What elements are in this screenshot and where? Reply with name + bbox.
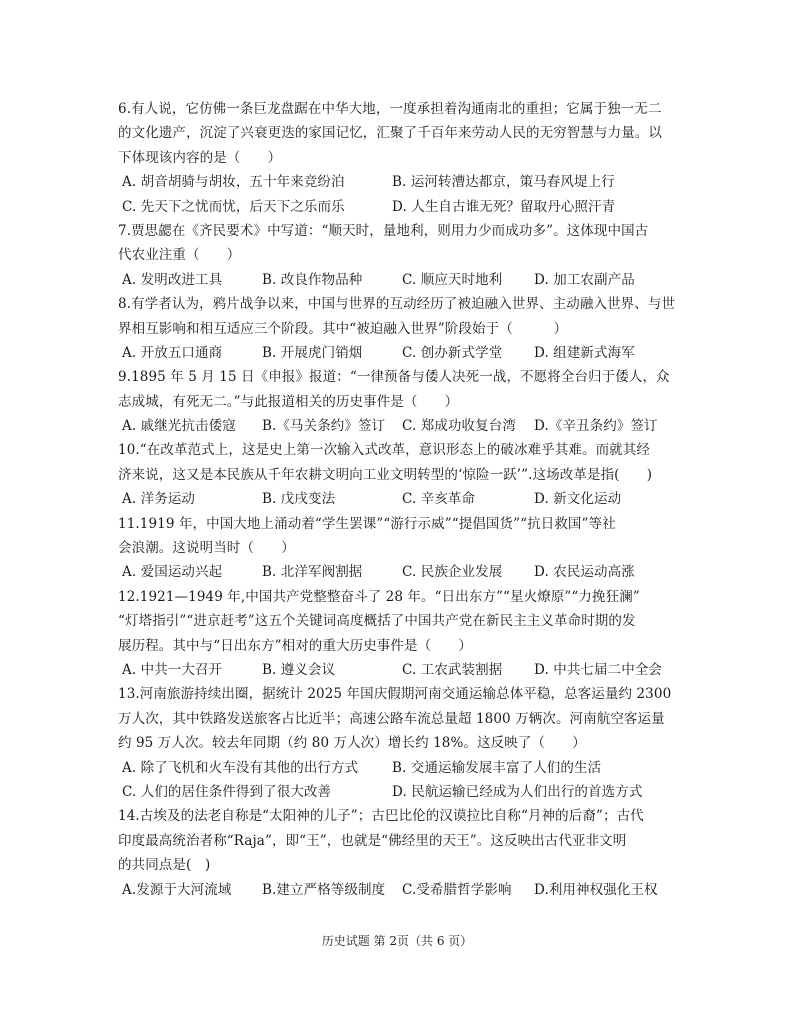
option-d[interactable]: D. 中共七届二中全会	[534, 661, 663, 678]
option-c[interactable]: C. 郑成功收复台湾	[402, 418, 516, 435]
option-c[interactable]: C. 工农武装割据	[402, 661, 503, 678]
question-stem-line: 10.“在改革范式上，这是史上第一次输入式改革，意识形态上的破冰难乎其难。而就其经	[118, 442, 650, 459]
option-b[interactable]: B. 开展虎门销烟	[262, 344, 363, 361]
options-row	[118, 658, 678, 682]
option-d[interactable]: D.《辛丑条约》签订	[534, 418, 658, 435]
option-c[interactable]: C. 辛亥革命	[402, 491, 476, 508]
question-block	[118, 512, 678, 585]
option-a[interactable]: A. 发明改进工具	[122, 271, 223, 288]
question-block	[118, 585, 678, 683]
option-b[interactable]: B.《马关条约》签订	[262, 418, 386, 435]
question-stem-line: “灯塔指引”“进京赶考”这五个关键词高度概括了中国共产党在新民主主义革命时期的发	[118, 613, 636, 630]
option-c[interactable]: C. 先天下之忧而忧，后天下之乐而乐	[122, 198, 345, 215]
options-row	[118, 170, 678, 194]
option-c[interactable]: C. 顺应天时地利	[402, 271, 503, 288]
option-d[interactable]: D. 新文化运动	[534, 491, 622, 508]
question-stem-line: 8.有学者认为，鸦片战争以来，中国与世界的互动经历了被迫融入世界、主动融入世界、与世	[118, 296, 676, 313]
options-row	[118, 268, 678, 292]
question-stem-line: 12.1921—1949 年,中国共产党整整奋斗了 28 年。“日出东方”“星火燎原”“力挽狂澜”	[118, 588, 640, 605]
option-b[interactable]: B. 遵义会议	[262, 661, 336, 678]
question-block	[118, 365, 678, 438]
question-stem-line: 代农业注重（ ）	[118, 247, 241, 264]
option-b[interactable]: B. 北洋军阀割据	[262, 564, 363, 581]
question-stem-line: 7.贾思勰在《齐民要术》中写道：“顺天时，量地利，则用力少而成功多”。这体现中国古	[118, 222, 649, 239]
question-block	[118, 97, 678, 219]
options-row	[118, 195, 678, 219]
question-block	[118, 219, 678, 292]
option-b[interactable]: B.建立严格等级制度	[262, 881, 386, 898]
option-a[interactable]: A. 戚继光抗击倭寇	[122, 418, 236, 435]
option-c[interactable]: C. 创办新式学堂	[402, 344, 503, 361]
option-d[interactable]: D. 加工农副产品	[534, 271, 635, 288]
option-d[interactable]: D. 组建新式海军	[534, 344, 635, 361]
options-row	[118, 414, 678, 438]
question-stem-line: 11.1919 年，中国大地上涌动着“学生罢课”“游行示威”“提倡国货”“抗日救国”等社	[118, 515, 616, 532]
question-stem-line: 6.有人说，它仿佛一条巨龙盘踞在中华大地，一度承担着沟通南北的重担；它属于独一无二	[118, 101, 662, 117]
question-stem-line: 万人次，其中铁路发送旅客占比近半；高速公路车流总量超 1800 万辆次。河南航空客运量	[118, 710, 665, 727]
option-a[interactable]: A. 除了飞机和火车没有其他的出行方式	[122, 759, 359, 776]
option-d[interactable]: D. 农民运动高涨	[534, 564, 635, 581]
option-a[interactable]: A. 胡音胡骑与胡妆，五十年来竞纷泊	[122, 174, 345, 191]
question-stem-line: 约 95 万人次。较去年同期（约 80 万人次）增长约 18%。这反映了（ ）	[118, 735, 586, 752]
question-stem-line: 展历程。其中与“日出东方”相对的重大历史事件是（ ）	[118, 637, 473, 654]
question-stem-line: 的共同点是( )	[118, 857, 211, 874]
option-b[interactable]: B. 运河转漕达都京，策马春风堤上行	[392, 174, 615, 191]
question-block	[118, 682, 678, 804]
option-a[interactable]: A. 爱国运动兴起	[122, 564, 223, 581]
page-footer: 历史试题 第 2页（共 6 页）	[321, 934, 473, 948]
option-a[interactable]: A. 开放五口通商	[122, 344, 223, 361]
option-a[interactable]: A. 中共一大召开	[122, 661, 223, 678]
option-b[interactable]: B. 交通运输发展丰富了人们的生活	[392, 759, 602, 776]
options-row	[118, 756, 678, 780]
option-d[interactable]: D. 人生自古谁无死？留取丹心照汗青	[392, 198, 616, 215]
question-block	[118, 292, 678, 365]
question-stem-line: 济来说，这又是本民族从千年农耕文明向工业文明转型的‘惊险一跃’”.这场改革是指( )	[118, 466, 653, 483]
option-a[interactable]: A. 洋务运动	[122, 491, 196, 508]
option-c[interactable]: C.受希腊哲学影响	[402, 881, 512, 898]
question-stem-line: 会浪潮。这说明当时（ ）	[118, 540, 295, 557]
option-b[interactable]: B. 戊戌变法	[262, 491, 336, 508]
options-row	[118, 341, 678, 365]
options-row	[118, 878, 678, 902]
option-b[interactable]: B. 改良作物品种	[262, 271, 363, 288]
options-row	[118, 560, 678, 584]
question-stem-line: 界相互影响和相互适应三个阶段。其中“被迫融入世界”阶段始于（ ）	[118, 320, 568, 337]
question-stem-line: 的文化遗产，沉淀了兴衰更迭的家国记忆，汇聚了千百年来劳动人民的无穷智慧与力量。以	[118, 125, 662, 142]
question-stem-line: 印度最高统治者称“Raja”，即“王”，也就是“佛经里的天王”。这反映出古代亚非文明	[118, 832, 627, 849]
option-d[interactable]: D. 民航运输已经成为人们出行的首选方式	[392, 783, 643, 800]
question-stem-line: 14.古埃及的法老自称是“太阳神的儿子”；古巴比伦的汉谟拉比自称“月神的后裔”；古代	[118, 808, 644, 825]
question-stem-line: 13.河南旅游持续出圈，据统计 2025 年国庆假期河南交通运输总体平稳，总客运量约 2300	[118, 686, 672, 703]
option-c[interactable]: C. 人们的居住条件得到了很大改善	[122, 783, 332, 800]
question-list	[118, 97, 678, 902]
question-block	[118, 438, 678, 511]
question-stem-line: 9.1895 年 5 月 15 日《申报》报道：“一律预备与倭人决死一战，不愿将全台归于倭人，众	[118, 369, 670, 386]
options-row	[118, 487, 678, 511]
option-c[interactable]: C. 民族企业发展	[402, 564, 503, 581]
question-stem-line: 志成城，有死无二。”与此报道相关的历史事件是（ ）	[118, 393, 459, 410]
option-a[interactable]: A.发源于大河流域	[122, 881, 232, 898]
question-stem-line: 下体现该内容的是（ ）	[118, 149, 282, 166]
option-d[interactable]: D.利用神权强化王权	[534, 881, 658, 898]
question-block	[118, 804, 678, 902]
options-row	[118, 780, 678, 804]
